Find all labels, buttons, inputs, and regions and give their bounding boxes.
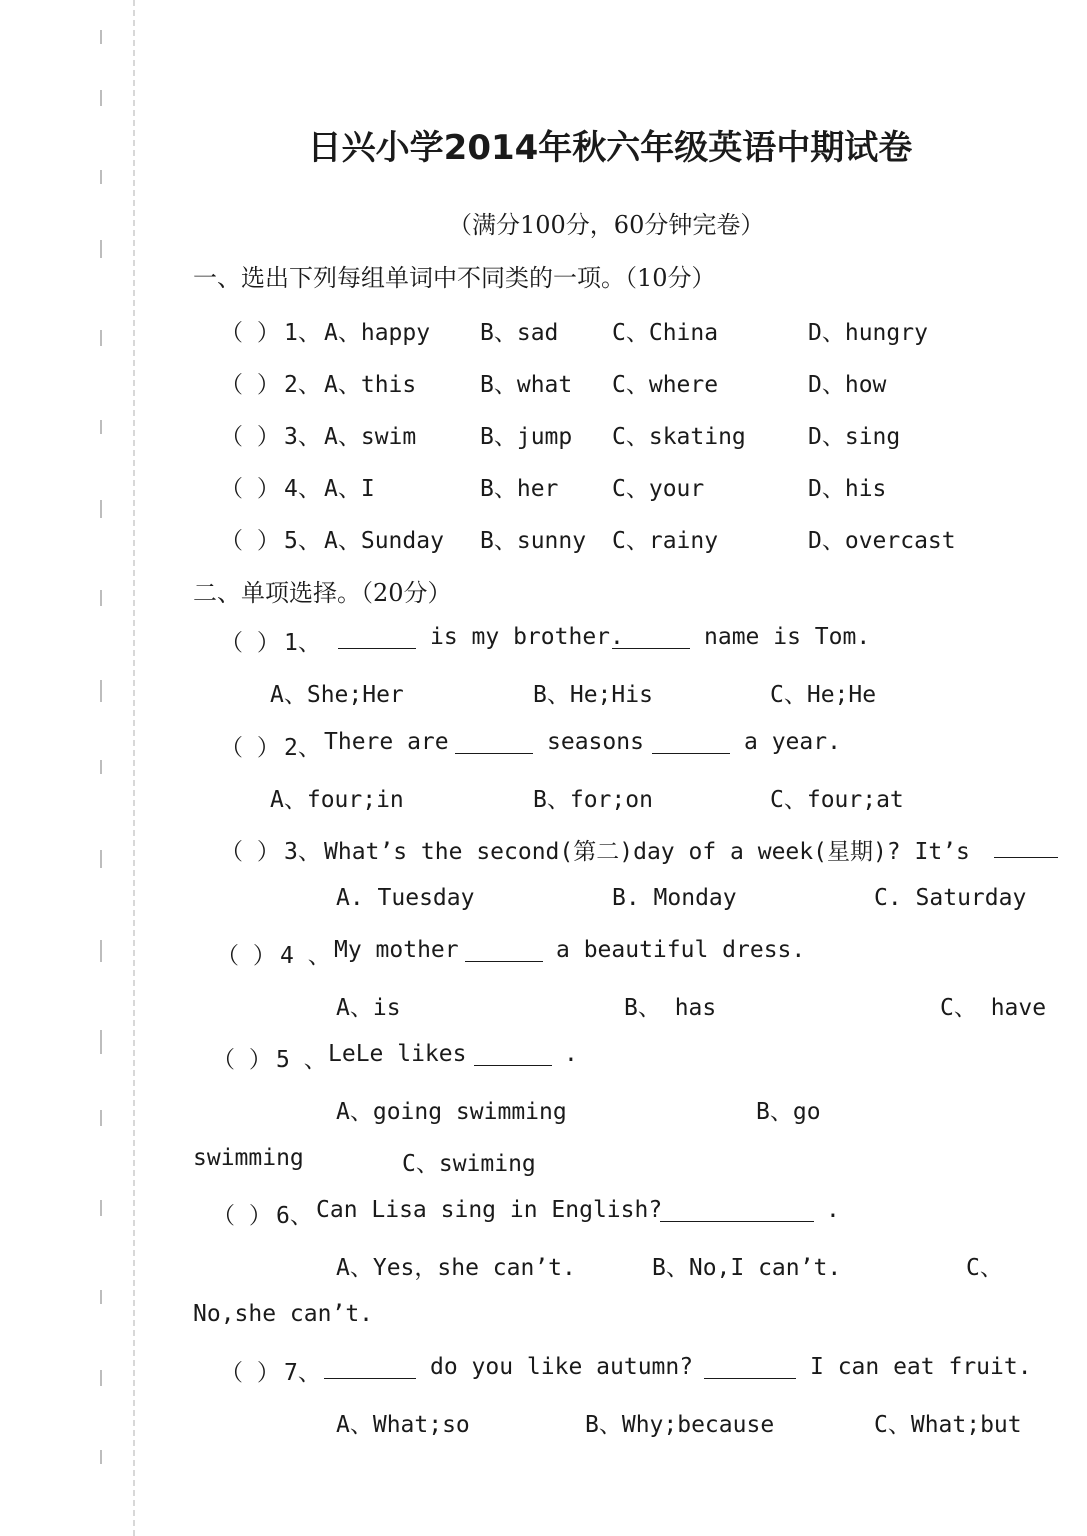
option-c: C、where: [612, 372, 719, 398]
answer-paren[interactable]: （ ）: [216, 943, 276, 969]
question-text: seasons: [547, 729, 644, 755]
fill-blank[interactable]: [474, 1043, 552, 1066]
answer-paren[interactable]: （ ）: [220, 528, 280, 554]
question-text: My mother: [334, 937, 459, 963]
option-c: C、He;He: [770, 682, 877, 708]
option-b: B. Monday: [612, 885, 737, 911]
answer-paren[interactable]: （ ）: [212, 1047, 272, 1073]
option-c: C、swiming: [402, 1151, 536, 1177]
answer-paren[interactable]: （ ）: [212, 1203, 272, 1229]
exam-subtitle: （满分100分，60分钟完卷）: [448, 211, 765, 239]
question-text: What’s the second(第二)day of a week(星期)? It’s: [324, 839, 970, 865]
option-a: A、four;in: [270, 787, 404, 813]
question-number: 7、: [284, 1360, 321, 1386]
option-d: D、overcast: [808, 528, 956, 554]
question-number: 1、: [284, 630, 321, 656]
fill-blank[interactable]: [612, 626, 690, 649]
question-number: 3、: [284, 839, 321, 865]
question-text: name is Tom.: [704, 624, 871, 650]
option-c: C、China: [612, 320, 719, 346]
option-c-continued: No,she can’t.: [193, 1301, 374, 1327]
option-a: A、is: [336, 995, 401, 1021]
option-b-continued: swimming: [193, 1145, 304, 1171]
answer-paren[interactable]: （ ）: [220, 320, 280, 346]
option-c: C、: [966, 1255, 1003, 1281]
binding-marks: [98, 0, 106, 1536]
answer-paren[interactable]: （ ）: [220, 372, 280, 398]
option-b: B、jump: [480, 424, 573, 450]
option-d: D、how: [808, 372, 887, 398]
fill-blank[interactable]: [994, 835, 1058, 858]
option-c: C、rainy: [612, 528, 719, 554]
question-text: I can eat fruit.: [810, 1354, 1032, 1380]
item-number: 5、: [284, 528, 321, 554]
question-text: is my brother.: [430, 624, 624, 650]
option-c: C、 have: [940, 995, 1047, 1021]
question-text: a beautiful dress.: [556, 937, 806, 963]
answer-paren[interactable]: （ ）: [220, 476, 280, 502]
option-c: C、skating: [612, 424, 746, 450]
option-a: A、What;so: [336, 1412, 470, 1438]
question-text: Can Lisa sing in English?: [316, 1197, 663, 1223]
question-text: .: [826, 1197, 840, 1223]
option-b: B、sad: [480, 320, 559, 346]
option-b: B、Why;because: [585, 1412, 775, 1438]
fill-blank[interactable]: [660, 1199, 814, 1222]
option-d: D、hungry: [808, 320, 928, 346]
option-c: C. Saturday: [874, 885, 1027, 911]
option-a: A、Yes，she can’t.: [336, 1255, 576, 1281]
fill-blank[interactable]: [704, 1356, 796, 1379]
option-a: A、swim: [324, 424, 417, 450]
answer-paren[interactable]: （ ）: [220, 630, 280, 656]
question-text: a year.: [744, 729, 841, 755]
option-a: A、She;Her: [270, 682, 404, 708]
option-a: A、Sunday: [324, 528, 444, 554]
option-b: B、 has: [624, 995, 717, 1021]
option-d: D、sing: [808, 424, 901, 450]
option-b: B、what: [480, 372, 573, 398]
item-number: 4、: [284, 476, 321, 502]
option-b: B、go: [756, 1099, 821, 1125]
fill-blank[interactable]: [465, 939, 543, 962]
binding-dashed-line: [133, 0, 135, 1536]
question-number: 4 、: [280, 943, 331, 969]
question-text: do you like autumn?: [430, 1354, 694, 1380]
answer-paren[interactable]: （ ）: [220, 839, 280, 865]
exam-title: 日兴小学2014年秋六年级英语中期试卷: [307, 128, 913, 168]
option-c: C、four;at: [770, 787, 904, 813]
answer-paren[interactable]: （ ）: [220, 735, 280, 761]
item-number: 2、: [284, 372, 321, 398]
fill-blank[interactable]: [455, 731, 533, 754]
option-a: A. Tuesday: [336, 885, 475, 911]
section2-heading: 二、单项选择。（20分）: [193, 579, 452, 607]
fill-blank[interactable]: [652, 731, 730, 754]
option-b: B、for;on: [533, 787, 653, 813]
option-d: D、his: [808, 476, 887, 502]
option-a: A、happy: [324, 320, 431, 346]
question-number: 5 、: [276, 1047, 327, 1073]
option-b: B、sunny: [480, 528, 587, 554]
question-text: .: [564, 1041, 578, 1067]
item-number: 3、: [284, 424, 321, 450]
item-number: 1、: [284, 320, 321, 346]
option-a: A、this: [324, 372, 417, 398]
option-b: B、her: [480, 476, 559, 502]
question-number: 2、: [284, 735, 321, 761]
answer-paren[interactable]: （ ）: [220, 1360, 280, 1386]
option-c: C、What;but: [874, 1412, 1022, 1438]
answer-paren[interactable]: （ ）: [220, 424, 280, 450]
option-c: C、your: [612, 476, 705, 502]
option-a: A、I: [324, 476, 375, 502]
section1-heading: 一、选出下列每组单词中不同类的一项。（10分）: [193, 264, 716, 292]
option-b: B、He;His: [533, 682, 653, 708]
question-number: 6、: [276, 1203, 313, 1229]
question-text: There are: [324, 729, 449, 755]
option-a: A、going swimming: [336, 1099, 567, 1125]
fill-blank[interactable]: [324, 1356, 416, 1379]
question-text: LeLe likes: [328, 1041, 467, 1067]
fill-blank[interactable]: [338, 626, 416, 649]
option-b: B、No,I can’t.: [652, 1255, 842, 1281]
